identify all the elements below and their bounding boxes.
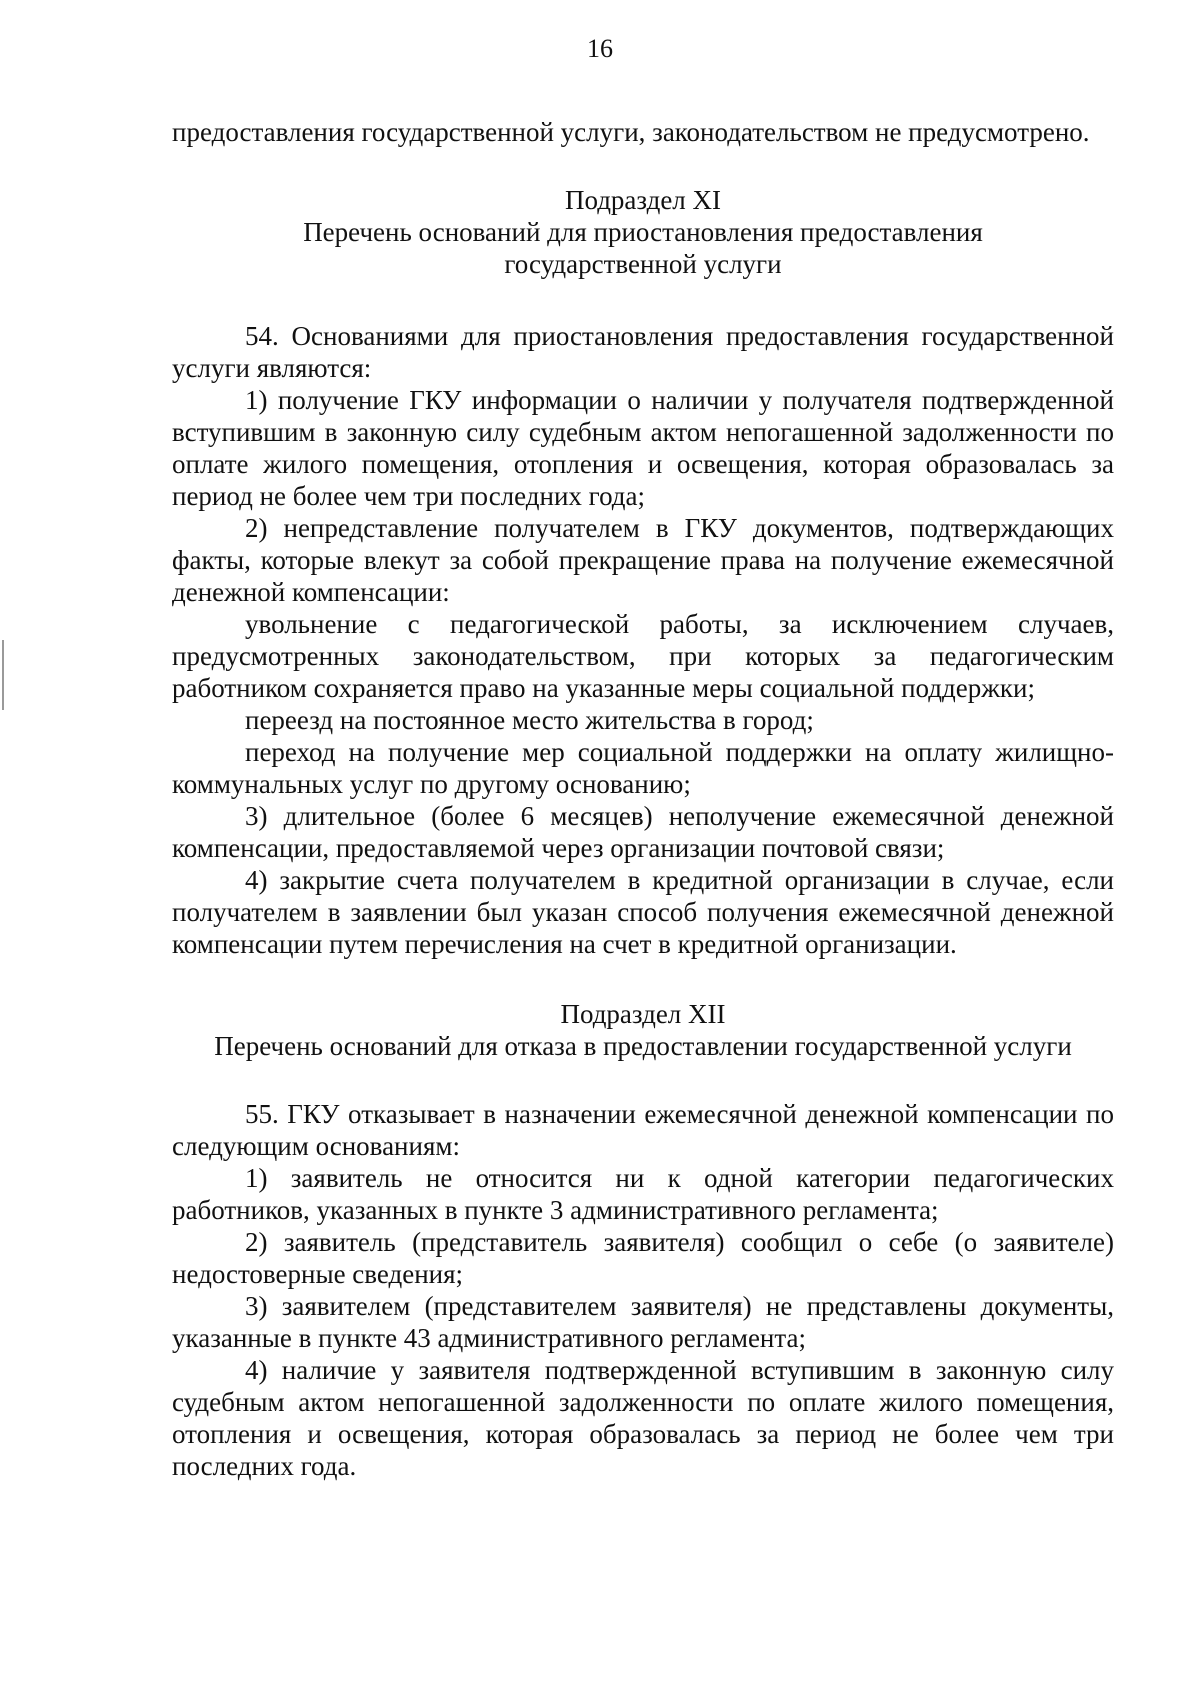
section-xi-paragraph: 2) непредставление получателем в ГКУ документов, подтверждающих факты, которые влекут за собой прекращение права на получение ежемесячной денежной компенсации: — [172, 513, 1114, 607]
section-xi-paragraph: 4) закрытие счета получателем в кредитной организации в случае, если получателем в заявлении был указан способ получения ежемесячной денежной компенсации путем перечисления на счет в кредитной организации. — [172, 865, 1114, 959]
intro-paragraph: предоставления государственной услуги, законодательством не предусмотрено. — [172, 117, 1090, 147]
section-xi-paragraph: переход на получение мер социальной поддержки на оплату жилищно-коммунальных услуг по другому основанию; — [172, 737, 1114, 799]
section-xii-paragraph: 55. ГКУ отказывает в назначении ежемесячной денежной компенсации по следующим основаниям: — [172, 1099, 1114, 1161]
section-xi-title: Подраздел XI — [564, 185, 722, 215]
document-body — [172, 116, 1114, 1482]
section-xi-paragraph: 3) длительное (более 6 месяцев) неполучение ежемесячной денежной компенсации, предоставляемой через организации почтовой связи; — [172, 801, 1114, 863]
scan-artifact-line — [2, 640, 4, 710]
section-xi — [172, 184, 1114, 960]
section-xii-title: Подраздел XII — [560, 999, 726, 1029]
section-xi-subtitle-line1: Перечень оснований для приостановления предоставления — [303, 217, 983, 247]
section-xi-subtitle-line2: государственной услуги — [504, 249, 782, 279]
section-xi-paragraph: увольнение с педагогической работы, за исключением случаев, предусмотренных законодательством, при которых за педагогическим работником сохраняется право на указанные меры социальной поддержки; — [172, 609, 1114, 703]
section-xii-paragraph: 3) заявителем (представителем заявителя) не представлены документы, указанные в пункте 43 административного регламента; — [172, 1291, 1114, 1353]
section-xii — [172, 998, 1114, 1482]
section-xii-paragraph: 2) заявитель (представитель заявителя) сообщил о себе (о заявителе) недостоверные сведения; — [172, 1227, 1114, 1289]
section-xi-paragraph: переезд на постоянное место жительства в город; — [245, 705, 814, 735]
page-number: 16 — [587, 34, 613, 63]
section-xii-subtitle: Перечень оснований для отказа в предоставлении государственной услуги — [214, 1031, 1072, 1061]
section-xi-paragraph: 1) получение ГКУ информации о наличии у получателя подтвержденной вступившим в законную силу судебным актом непогашенной задолженности по оплате жилого помещения, отопления и освещения, которая образовалась за период не более чем три последних года; — [172, 385, 1114, 511]
section-xi-paragraph: 54. Основаниями для приостановления предоставления государственной услуги являются: — [172, 321, 1114, 383]
section-xii-paragraph: 4) наличие у заявителя подтвержденной вступившим в законную силу судебным актом непогашенной задолженности по оплате жилого помещения, отопления и освещения, которая образовалась за период не более чем три последних года. — [172, 1355, 1114, 1481]
section-xii-paragraph: 1) заявитель не относится ни к одной категории педагогических работников, указанных в пункте 3 административного регламента; — [172, 1163, 1114, 1225]
